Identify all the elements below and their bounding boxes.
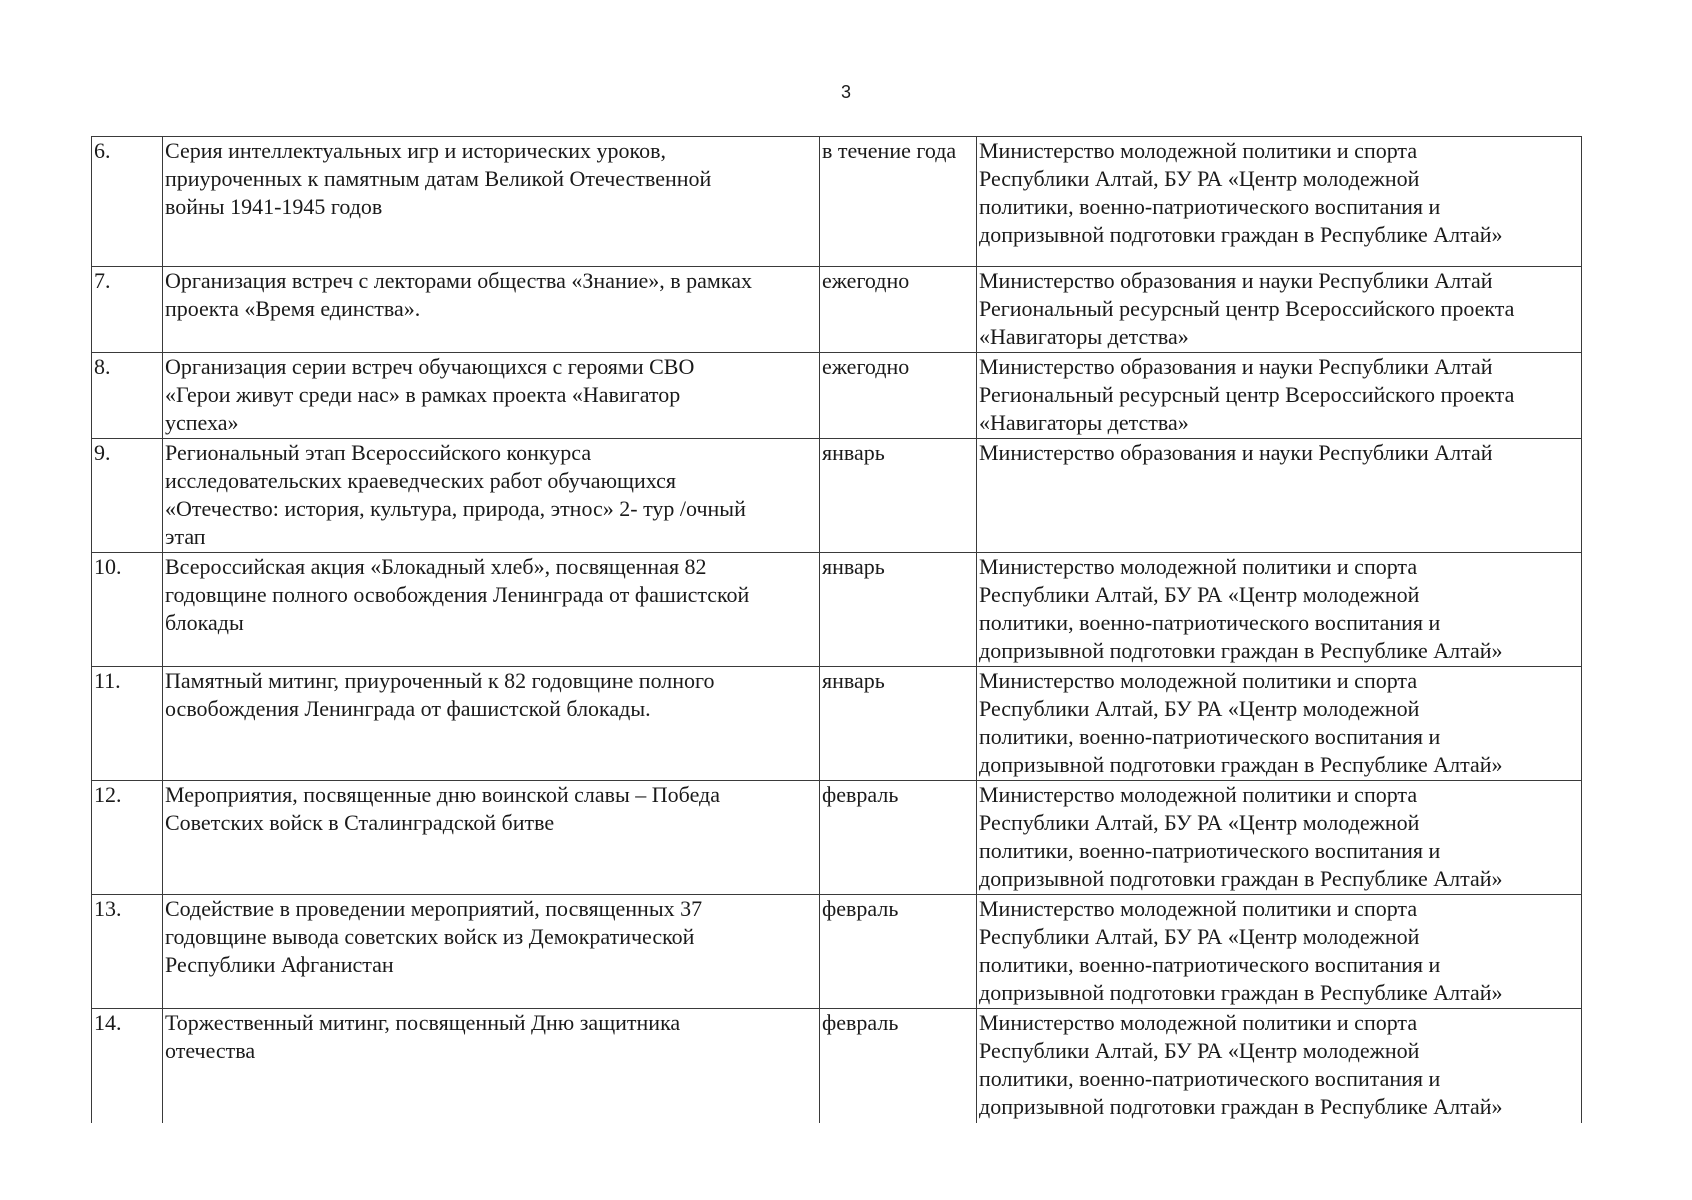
responsible-org: Министерство молодежной политики и спорта Республики Алтай, БУ РА «Центр молодежной политики, военно-патриотического воспитания и допризывной подготовки граждан в Республике Алтай» xyxy=(977,895,1582,1009)
responsible-org: Министерство образования и науки Республики Алтай xyxy=(977,439,1582,553)
table-row xyxy=(92,553,1582,667)
table-row xyxy=(92,1009,1582,1123)
table-row xyxy=(92,895,1582,1009)
event-title: Региональный этап Всероссийского конкурса исследовательских краеведческих работ обучающихся «Отечество: история, культура, природа, этнос» 2- тур /очный этап xyxy=(163,439,820,553)
row-number: 8. xyxy=(92,353,163,439)
responsible-org: Министерство молодежной политики и спорта Республики Алтай, БУ РА «Центр молодежной политики, военно-патриотического воспитания и допризывной подготовки граждан в Республике Алтай» xyxy=(977,781,1582,895)
responsible-org: Министерство молодежной политики и спорта Республики Алтай, БУ РА «Центр молодежной политики, военно-патриотического воспитания и допризывной подготовки граждан в Республике Алтай» xyxy=(977,667,1582,781)
event-date: январь xyxy=(820,553,977,667)
row-number: 11. xyxy=(92,667,163,781)
page-number: 3 xyxy=(840,82,851,102)
table-row xyxy=(92,667,1582,781)
event-title: Всероссийская акция «Блокадный хлеб», посвященная 82 годовщине полного освобождения Ленинграда от фашистской блокады xyxy=(163,553,820,667)
event-date: ежегодно xyxy=(820,353,977,439)
responsible-org: Министерство молодежной политики и спорта Республики Алтай, БУ РА «Центр молодежной политики, военно-патриотического воспитания и допризывной подготовки граждан в Республике Алтай» xyxy=(977,553,1582,667)
row-number: 13. xyxy=(92,895,163,1009)
row-number: 7. xyxy=(92,267,163,353)
event-title: Содействие в проведении мероприятий, посвященных 37 годовщине вывода советских войск из Демократической Республики Афганистан xyxy=(163,895,820,1009)
table-row xyxy=(92,439,1582,553)
table-row xyxy=(92,267,1582,353)
event-title: Торжественный митинг, посвященный Дню защитника отечества xyxy=(163,1009,820,1123)
event-title: Организация встреч с лекторами общества «Знание», в рамках проекта «Время единства». xyxy=(163,267,820,353)
table-row xyxy=(92,353,1582,439)
responsible-org: Министерство образования и науки Республики Алтай Региональный ресурсный центр Всероссийского проекта «Навигаторы детства» xyxy=(977,353,1582,439)
event-date: ежегодно xyxy=(820,267,977,353)
row-number: 14. xyxy=(92,1009,163,1123)
event-date: в течение года xyxy=(820,137,977,267)
responsible-org: Министерство молодежной политики и спорта Республики Алтай, БУ РА «Центр молодежной политики, военно-патриотического воспитания и допризывной подготовки граждан в Республике Алтай» xyxy=(977,1009,1582,1123)
table-row xyxy=(92,137,1582,267)
event-date: февраль xyxy=(820,1009,977,1123)
row-number: 10. xyxy=(92,553,163,667)
responsible-org: Министерство молодежной политики и спорта Республики Алтай, БУ РА «Центр молодежной политики, военно-патриотического воспитания и допризывной подготовки граждан в Республике Алтай» xyxy=(977,137,1582,267)
event-date: февраль xyxy=(820,781,977,895)
responsible-org: Министерство образования и науки Республики Алтай Региональный ресурсный центр Всероссийского проекта «Навигаторы детства» xyxy=(977,267,1582,353)
events-plan-table xyxy=(91,136,1582,1123)
event-title: Памятный митинг, приуроченный к 82 годовщине полного освобождения Ленинграда от фашистской блокады. xyxy=(163,667,820,781)
event-title: Серия интеллектуальных игр и исторических уроков, приуроченных к памятным датам Великой Отечественной войны 1941-1945 годов xyxy=(163,137,820,267)
event-title: Мероприятия, посвященные дню воинской славы – Победа Советских войск в Сталинградской битве xyxy=(163,781,820,895)
event-date: февраль xyxy=(820,895,977,1009)
event-title: Организация серии встреч обучающихся с героями СВО «Герои живут среди нас» в рамках проекта «Навигатор успеха» xyxy=(163,353,820,439)
row-number: 6. xyxy=(92,137,163,267)
table-row xyxy=(92,781,1582,895)
row-number: 9. xyxy=(92,439,163,553)
event-date: январь xyxy=(820,439,977,553)
row-number: 12. xyxy=(92,781,163,895)
event-date: январь xyxy=(820,667,977,781)
